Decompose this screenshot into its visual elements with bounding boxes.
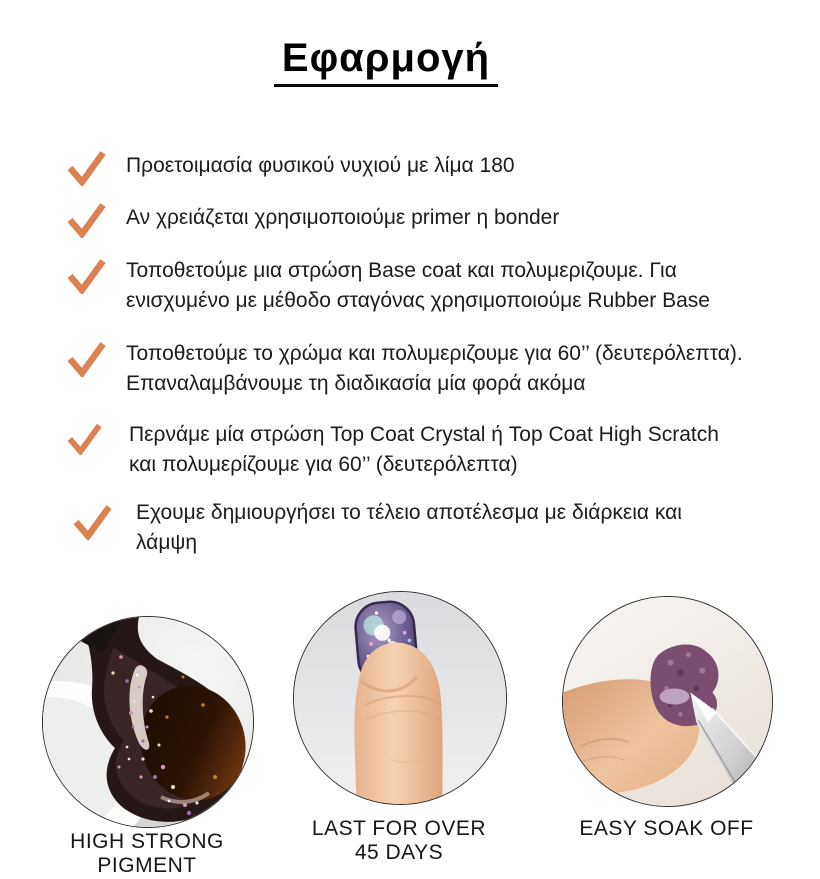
glitter-polish-bottle-illustration (43, 617, 253, 827)
check-icon (66, 422, 103, 455)
checklist-item-text: Τοποθετούμε το χρώμα και πολυμεριζουμε για 60’’ (δευτερόλεπτα). Επαναλαμβάνουμε τη διαδικασία μία φορά ακόμα (126, 342, 743, 395)
feature-caption: EASY SOAK OFF (579, 817, 754, 840)
check-icon (66, 201, 107, 238)
checklist-item-text: Περνάμε μία στρώση Top Coat Crystal ή Top Coat High Scratch και πολυμερίζουμε για 60’’ (δευτερόλεπτα) (129, 423, 719, 476)
feature-caption: HIGH STRONG PIGMENT (70, 830, 224, 877)
check-icon (66, 149, 107, 186)
soak-off-illustration (563, 597, 772, 806)
check-icon (66, 340, 107, 377)
feature-caption: LAST FOR OVER 45 DAYS (311, 817, 487, 864)
checklist-item-text: Τοποθετούμε μια στρώση Base coat και πολυμεριζουμε. Για ενισχυμένο με μέθοδο σταγόνας χρησιμοποιούμε Rubber Base (126, 259, 710, 312)
checklist-item-text: Προετοιμασία φυσικού νυχιού με λίμα 180 (126, 154, 515, 177)
galaxy-nail-finger-photo (293, 591, 507, 805)
glitter-polish-bottle-photo (42, 616, 254, 828)
page-title: Εφαρμογή (274, 36, 498, 87)
checklist-item-text: Αν χρειάζεται χρησιμοποιούμε primer η bonder (126, 206, 560, 229)
check-icon (72, 503, 113, 540)
checklist-item-text: Εχουμε δημιουργήσει το τέλειο αποτέλεσμα με διάρκεια και λάμψη (136, 501, 682, 554)
check-icon (66, 257, 107, 294)
soak-off-pusher-photo (562, 596, 773, 807)
title-wrap (0, 36, 772, 87)
galaxy-nail-illustration (294, 592, 506, 804)
